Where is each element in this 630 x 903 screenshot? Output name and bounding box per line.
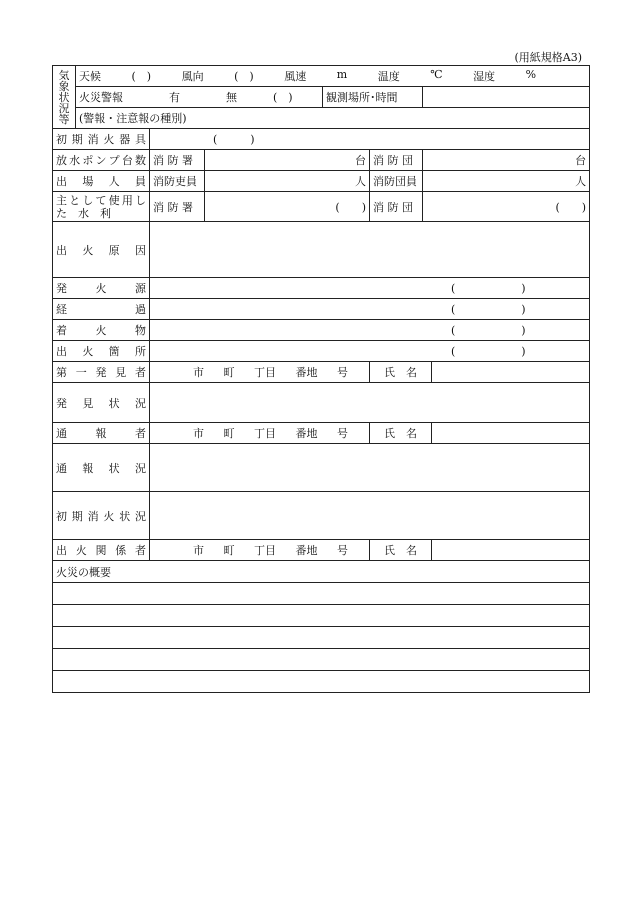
- observation-field[interactable]: [423, 87, 590, 108]
- report-status-label: 通 報 状 況: [53, 444, 150, 492]
- summary-line[interactable]: [53, 605, 590, 627]
- discovery-status-field[interactable]: [150, 383, 590, 423]
- water-source-label: 主として使用し た 水 利: [53, 192, 150, 222]
- alarm-type-field[interactable]: (警報・注意報の種別): [76, 108, 590, 129]
- brigade-pump-field[interactable]: 台: [423, 150, 590, 171]
- water-station-field[interactable]: ( ): [205, 192, 370, 222]
- brigade-label: 消 防 団: [370, 150, 423, 171]
- first-discoverer-name-label: 氏 名: [370, 362, 432, 383]
- process-field[interactable]: ( ): [150, 299, 590, 320]
- initial-fire-status-field[interactable]: [150, 492, 590, 540]
- reporter-address[interactable]: 市 町 丁目 番地 号: [150, 423, 370, 444]
- first-ignited-label: 着 火 物: [53, 320, 150, 341]
- reporter-name-field[interactable]: [432, 423, 590, 444]
- ignition-source-field[interactable]: ( ): [150, 278, 590, 299]
- fire-cause-label: 出 火 原 因: [53, 222, 150, 278]
- initial-fire-status-label: 初期消火状況: [53, 492, 150, 540]
- discovery-status-label: 発 見 状 況: [53, 383, 150, 423]
- initial-extinguisher-label: 初期消火器具: [53, 129, 150, 150]
- water-brigade-label: 消 防 団: [370, 192, 423, 222]
- temperature-label: 温度: [377, 70, 400, 83]
- wind-direction-label: 風向: [181, 70, 204, 83]
- weather-section-label: 気 象 状 況 等: [53, 66, 76, 129]
- brigade-staff-label: 消防団員: [370, 171, 423, 192]
- wind-speed-label: 風速: [284, 70, 307, 83]
- origin-location-field[interactable]: ( ): [150, 341, 590, 362]
- reporter-name-label: 氏 名: [370, 423, 432, 444]
- related-person-label: 出 火 関 係 者: [53, 540, 150, 561]
- first-discoverer-address[interactable]: 市 町 丁目 番地 号: [150, 362, 370, 383]
- fire-report-form: [52, 65, 590, 693]
- summary-line[interactable]: [53, 671, 590, 693]
- station-staff-label: 消防吏員: [150, 171, 205, 192]
- water-station-label: 消 防 署: [150, 192, 205, 222]
- observation-label: 観測場所･時間: [323, 87, 423, 108]
- personnel-label: 出 場 人 員: [53, 171, 150, 192]
- brigade-staff-field[interactable]: 人: [423, 171, 590, 192]
- related-person-name-label: 氏 名: [370, 540, 432, 561]
- process-label: 経 過: [53, 299, 150, 320]
- summary-line[interactable]: [53, 649, 590, 671]
- first-discoverer-name-field[interactable]: [432, 362, 590, 383]
- weather-line[interactable]: 天候 ( ) 風向 ( ) 風速 m 温度 ℃ 湿度 %: [76, 66, 590, 87]
- station-pump-field[interactable]: 台: [205, 150, 370, 171]
- initial-extinguisher-field[interactable]: ( ): [150, 129, 590, 150]
- fire-cause-field[interactable]: [150, 222, 590, 278]
- reporter-label: 通 報 者: [53, 423, 150, 444]
- origin-location-label: 出 火 箇 所: [53, 341, 150, 362]
- humidity-label: 湿度: [473, 70, 496, 83]
- water-brigade-field[interactable]: ( ): [423, 192, 590, 222]
- station-label: 消 防 署: [150, 150, 205, 171]
- pump-count-label: 放水ポンプ台数: [53, 150, 150, 171]
- first-ignited-field[interactable]: ( ): [150, 320, 590, 341]
- paper-size-note: (用紙規格A3): [514, 51, 582, 64]
- station-staff-field[interactable]: 人: [205, 171, 370, 192]
- summary-line[interactable]: [53, 627, 590, 649]
- summary-line[interactable]: [53, 583, 590, 605]
- report-status-field[interactable]: [150, 444, 590, 492]
- ignition-source-label: 発 火 源: [53, 278, 150, 299]
- related-person-name-field[interactable]: [432, 540, 590, 561]
- fire-summary-label: 火災の概要: [53, 561, 590, 583]
- fire-alarm-cell[interactable]: 火災警報 有 無 ( ): [76, 87, 323, 108]
- weather-label: 天候: [79, 70, 101, 83]
- first-discoverer-label: 第 一 発 見 者: [53, 362, 150, 383]
- related-person-address[interactable]: 市 町 丁目 番地 号: [150, 540, 370, 561]
